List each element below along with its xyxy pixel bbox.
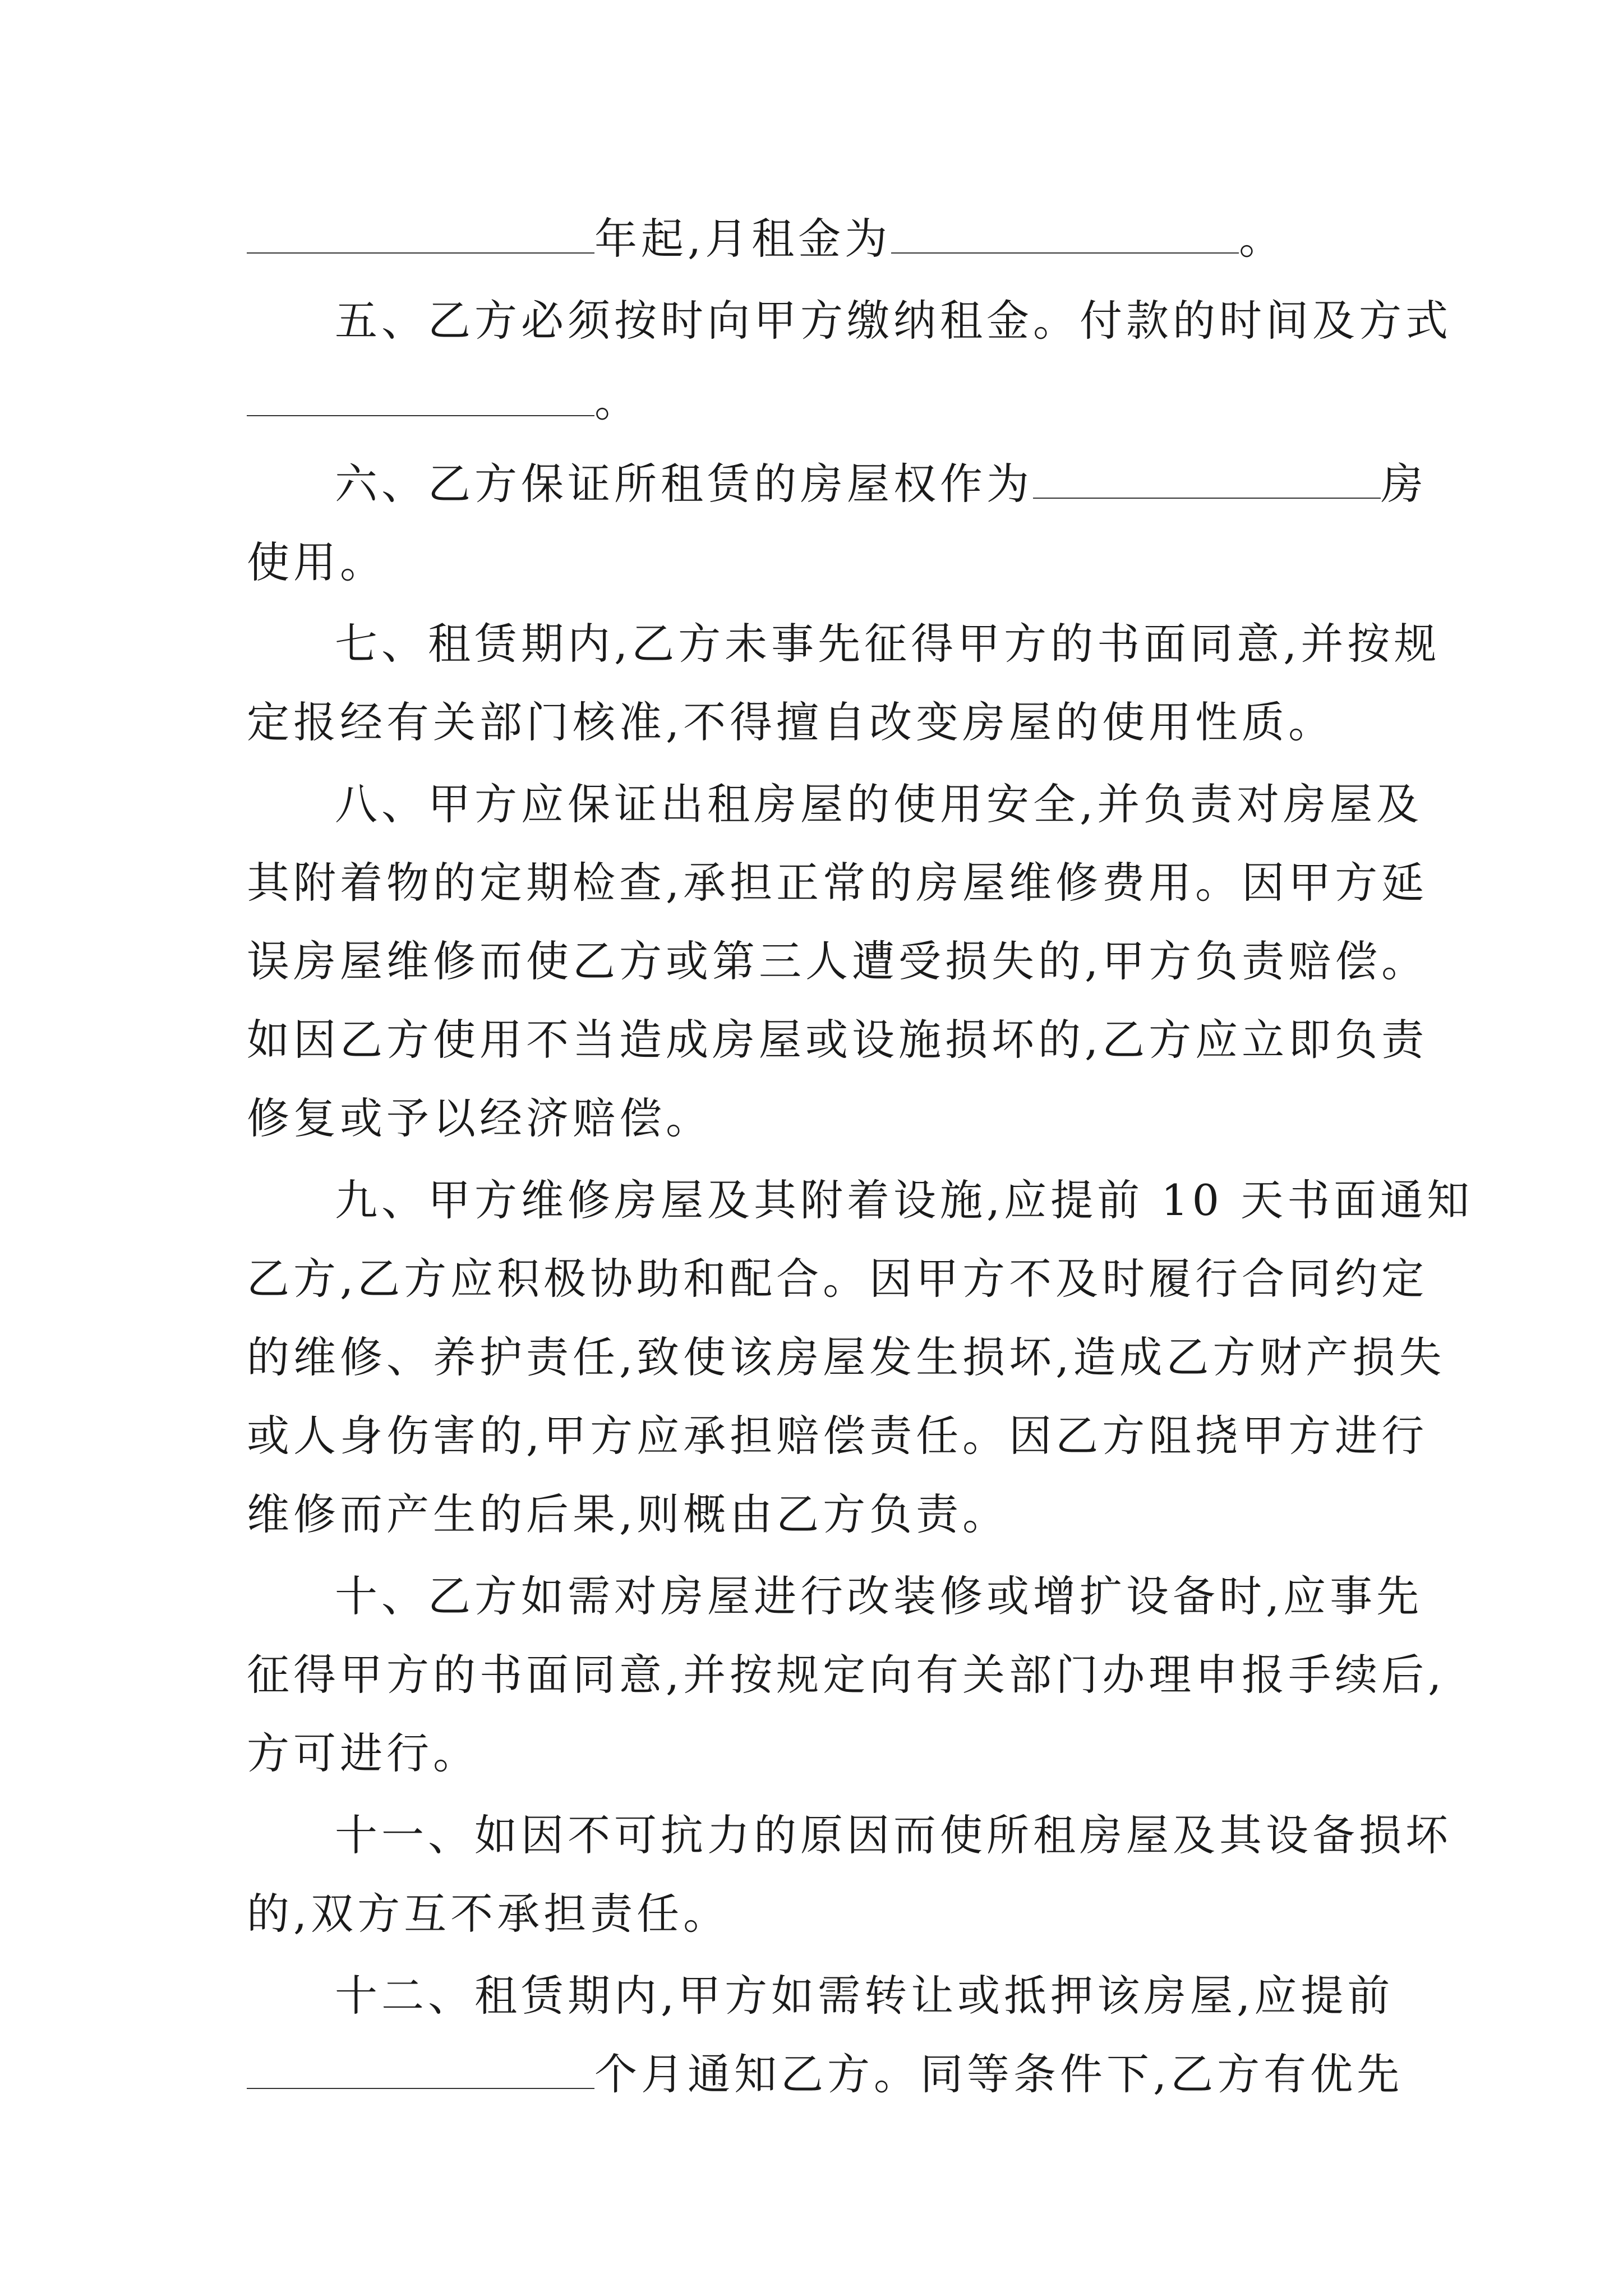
- clause-7-line-1: 七、租赁期内,乙方未事先征得甲方的书面同意,并按规: [335, 619, 1441, 669]
- clause-10-line-1: 十、乙方如需对房屋进行改装修或增扩设备时,应事先: [335, 1571, 1423, 1621]
- clause-8-line-2: 其附着物的定期检查,承担正常的房屋维修费用。因甲方延: [247, 858, 1428, 908]
- clause-5-line-1: 五、乙方必须按时向甲方缴纳租金。付款的时间及方式: [335, 296, 1452, 346]
- clause-6-line-2: 使用。: [247, 537, 386, 587]
- clause-9-line-4: 或人身伤害的,甲方应承担赔偿责任。因乙方阻挠甲方进行: [247, 1411, 1428, 1461]
- clause-8-line-4: 如因乙方使用不当造成房屋或设施损坏的,乙方应立即负责: [247, 1015, 1428, 1065]
- clause-9-line-2: 乙方,乙方应积极协助和配合。因甲方不及时履行合同约定: [247, 1254, 1428, 1304]
- notice-months-blank[interactable]: [247, 2054, 594, 2089]
- clause-9-line-3: 的维修、养护责任,致使该房屋发生损坏,造成乙方财产损失: [247, 1332, 1446, 1382]
- clause-10-line-2: 征得甲方的书面同意,并按规定向有关部门办理申报手续后,: [247, 1650, 1446, 1700]
- rent-start-line: [247, 212, 1285, 266]
- clause-7-line-2: 定报经有关部门核准,不得擅自改变房屋的使用性质。: [247, 697, 1335, 747]
- clause-5-line-2: [247, 375, 641, 429]
- clause-10-line-3: 方可进行。: [247, 1728, 479, 1778]
- clause-11-line-2: 的,双方互不承担责任。: [247, 1889, 730, 1939]
- clause-6-text-end: 房: [1381, 459, 1427, 509]
- clause-8-line-5: 修复或予以经济赔偿。: [247, 1093, 712, 1143]
- clause-6-text: 六、乙方保证所租赁的房屋权作为: [335, 459, 1033, 509]
- house-usage-blank[interactable]: [1033, 464, 1381, 499]
- clause-9-line-1: 九、甲方维修房屋及其附着设施,应提前 10 天书面通知: [335, 1175, 1474, 1225]
- payment-method-blank[interactable]: [247, 381, 594, 416]
- clause-8-line-1: 八、甲方应保证出租房屋的使用安全,并负责对房屋及: [335, 779, 1423, 829]
- rent-start-text: 年起,月租金为: [594, 214, 892, 264]
- clause-12-text: 个月通知乙方。同等条件下,乙方有优先: [594, 2049, 1404, 2099]
- start-date-blank[interactable]: [247, 219, 594, 254]
- clause-12-line-1: 十二、租赁期内,甲方如需转让或抵押该房屋,应提前: [335, 1971, 1394, 2021]
- rent-start-end: 。: [1239, 214, 1286, 264]
- clause-12-line-2: [247, 2047, 1403, 2101]
- monthly-rent-blank[interactable]: [891, 219, 1239, 254]
- clause-11-line-1: 十一、如因不可抗力的原因而使所租房屋及其设备损坏: [335, 1810, 1452, 1860]
- clause-9-line-5: 维修而产生的后果,则概由乙方负责。: [247, 1489, 1009, 1539]
- clause-5-end: 。: [594, 376, 641, 426]
- clause-8-line-3: 误房屋维修而使乙方或第三人遭受损失的,甲方负责赔偿。: [247, 936, 1428, 986]
- clause-6-line-1: [335, 457, 1427, 511]
